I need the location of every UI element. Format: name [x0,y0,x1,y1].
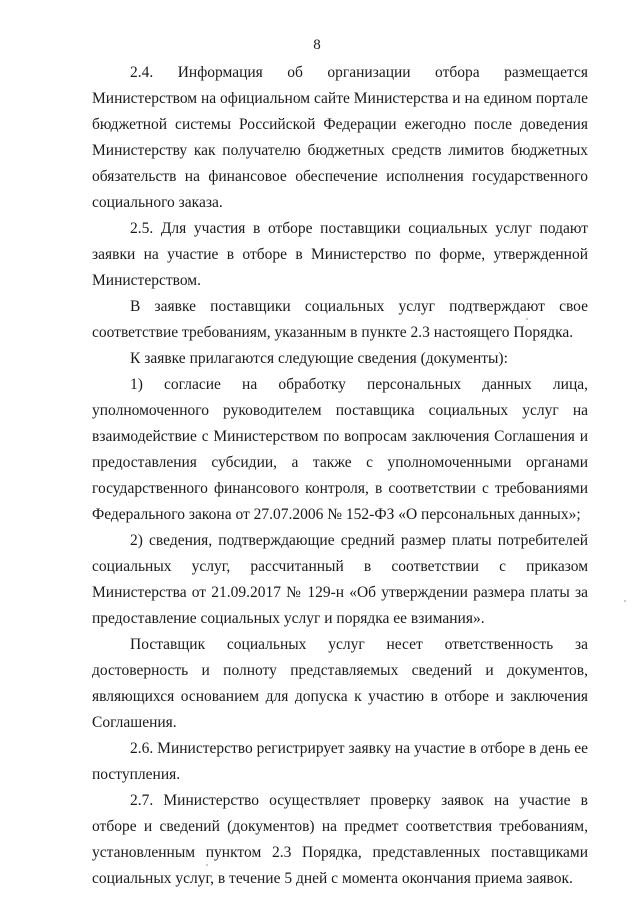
scan-artifact [624,600,626,602]
scan-artifact [526,318,528,320]
paragraph-requirements-confirmation: В заявке поставщики социальных услуг подтверждают свое соответствие требованиям, указанным в пункте 2.3 настоящего Порядка. [92,298,588,341]
paragraph-responsibility: Поставщик социальных услуг несет ответственность за достоверность и полноту представляемых сведений и документов, являющихся основанием для допуска к участию в отборе и заключения Соглашения. [92,636,588,731]
scan-artifact [206,864,208,866]
paragraph-attachment-1: 1) согласие на обработку персональных данных лица, уполномоченного руководителем поставщика социальных услуг на взаимодействие с Министерством по вопросам заключения Соглашения и предоставления субсидии, а также с уполномоченными органами государственного финансового контроля, в соответствии с требованиями Федерального закона от 27.07.2006 № 152-ФЗ «О персональных данных»; [92,376,588,523]
paragraph-2-4: 2.4. Информация об организации отбора размещается Министерством на официальном сайте Министерства и на едином портале бюджетной системы Российской Федерации ежегодно после доведения Министерству как получателю бюджетных средств лимитов бюджетных обязательств на финансовое обеспечение исполнения государственного социального заказа. [92,64,588,211]
document-body [92,60,588,892]
paragraph-2-7: 2.7. Министерство осуществляет проверку заявок на участие в отборе и сведений (документов) на предмет соответствия требованиям, установленным пунктом 2.3 Порядка, представленных поставщиками социальных услуг, в течение 5 дней с момента окончания приема заявок. [92,792,588,887]
paragraph-2-6: 2.6. Министерство регистрирует заявку на участие в отборе в день ее поступления. [92,740,588,783]
paragraph-2-5: 2.5. Для участия в отборе поставщики социальных услуг подают заявки на участие в отборе в Министерство по форме, утвержденной Министерством. [92,220,588,289]
paragraph-attachment-2: 2) сведения, подтверждающие средний размер платы потребителей социальных услуг, рассчитанный в соответствии с приказом Министерства от 21.09.2017 № 129-н «Об утверждении размера платы за предоставление социальных услуг и порядка ее взимания». [92,532,588,627]
paragraph-attachments-intro: К заявке прилагаются следующие сведения (документы): [130,350,508,367]
page-number: 8 [313,37,321,53]
